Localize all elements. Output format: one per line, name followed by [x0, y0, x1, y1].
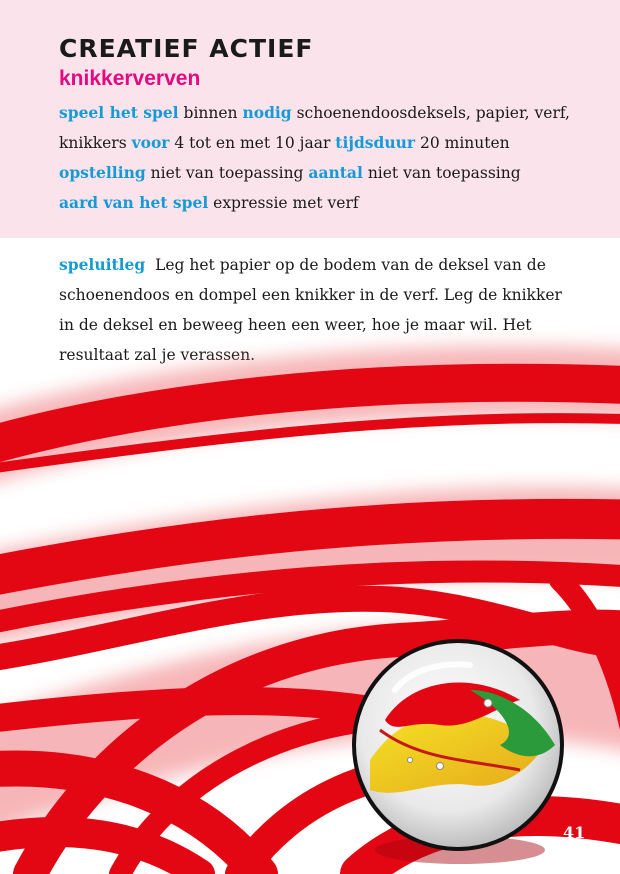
count-label: aantal [308, 163, 363, 182]
setup-value: niet van toepassing [150, 164, 304, 182]
play-value: binnen [183, 104, 238, 122]
play-label: speel het spel [59, 103, 179, 122]
duration-value: 20 minuten [420, 134, 510, 152]
type-label: aard van het spel [59, 193, 209, 212]
section-title: CREATIEF ACTIEF [59, 34, 314, 63]
game-title: knikkerverven [59, 67, 201, 90]
age-label: voor [131, 133, 170, 152]
setup-label: opstelling [59, 163, 146, 182]
duration-label: tijdsduur [335, 133, 416, 152]
needed-label: nodig [242, 103, 292, 122]
explanation-label: speluitleg [59, 255, 146, 274]
type-value: expressie met verf [213, 194, 359, 212]
explanation-text: Leg het papier op de bodem van de deksel van de schoenendoos en dompel een knikker in de verf. Leg de knikker in de deksel en beweeg heen een weer, hoe je maar wil. Het resultaat zal je verassen. [59, 256, 562, 364]
page-number: 41 [563, 823, 586, 842]
needed-value: schoenendoosdeksels, papier, verf, [296, 104, 570, 122]
count-value: niet van toepassing [367, 164, 521, 182]
needed-value-cont: knikkers [59, 134, 127, 152]
age-value: 4 tot en met 10 jaar [174, 134, 331, 152]
